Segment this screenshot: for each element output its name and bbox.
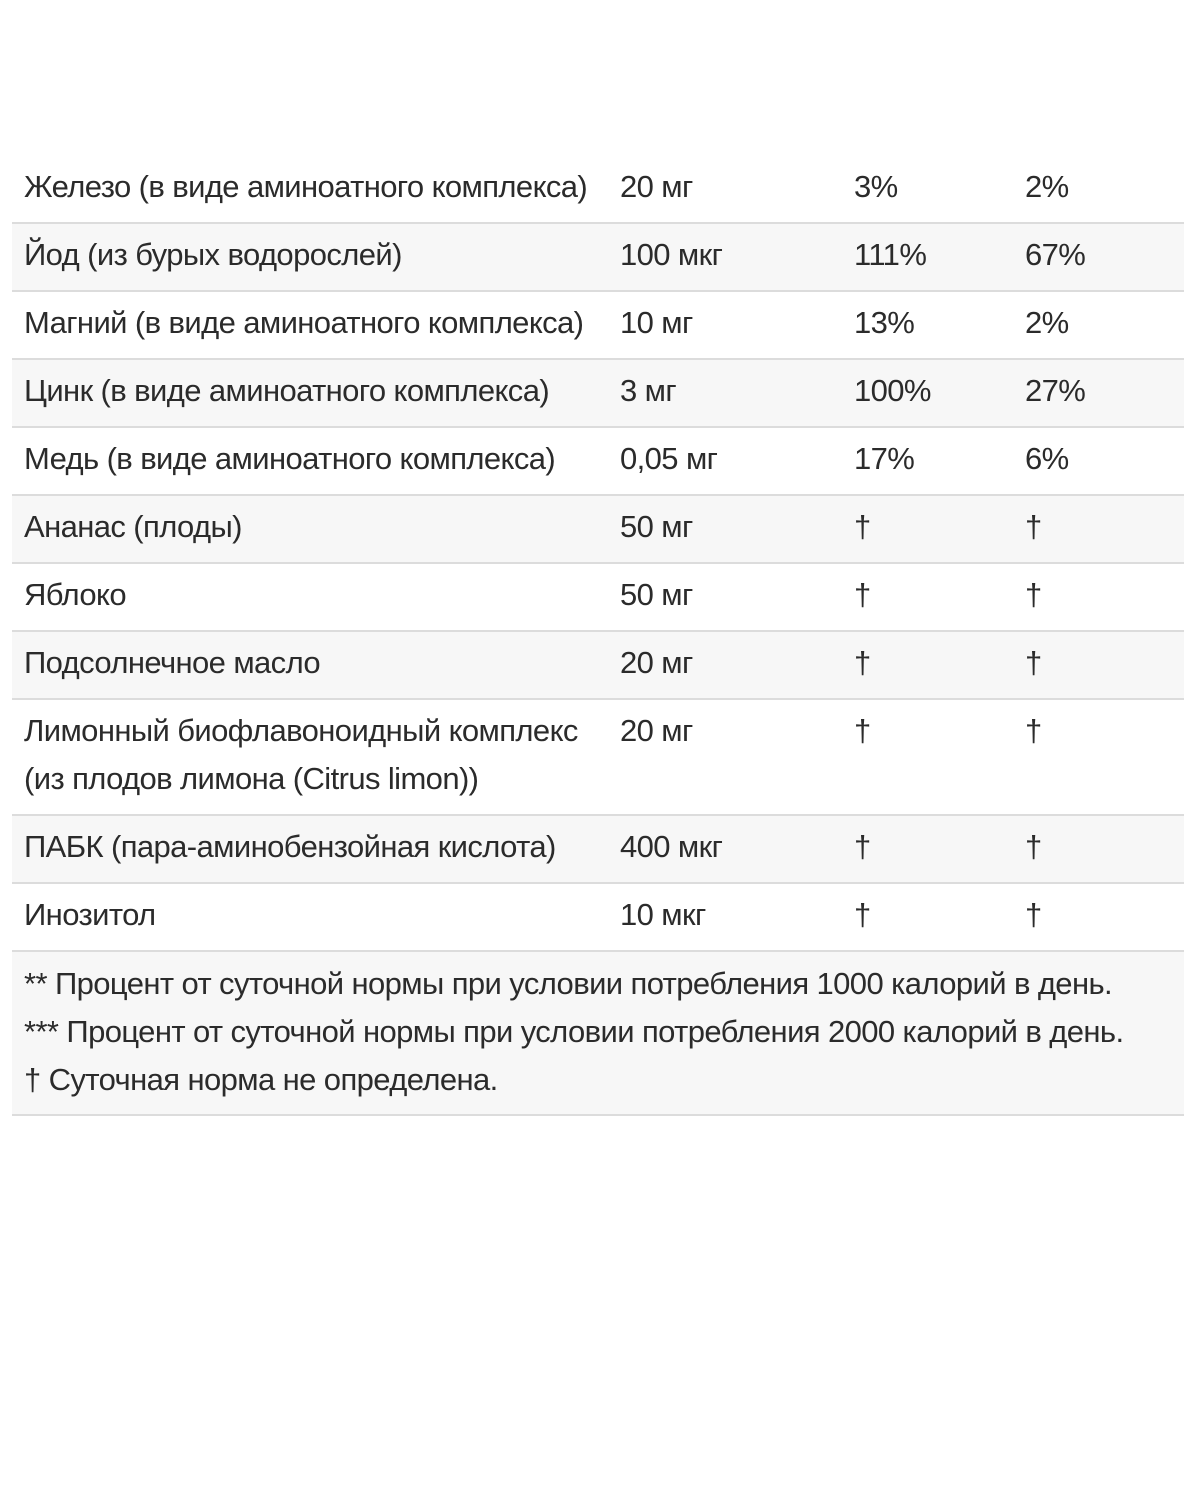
daily-value-1000: 100% xyxy=(854,373,931,408)
ingredient-name: Инозитол xyxy=(24,897,156,932)
daily-value-2000: † xyxy=(1025,897,1042,932)
table-row xyxy=(12,156,1184,224)
ingredient-amount: 10 мг xyxy=(620,305,693,340)
daily-value-1000: 13% xyxy=(854,305,915,340)
table-row xyxy=(12,700,1184,816)
footnote-daily-value-not-established: † Суточная норма не определена. xyxy=(24,1062,498,1097)
daily-value-1000: † xyxy=(854,645,871,680)
supplement-facts-table xyxy=(12,156,1184,1116)
ingredient-amount: 20 мг xyxy=(620,169,693,204)
daily-value-2000: † xyxy=(1025,829,1042,864)
daily-value-2000: † xyxy=(1025,713,1042,748)
daily-value-1000: 3% xyxy=(854,169,898,204)
daily-value-1000: † xyxy=(854,829,871,864)
ingredient-amount: 20 мг xyxy=(620,713,693,748)
ingredient-name: Лимонный биофлавоноидный комплекс (из плодов лимона (Citrus limon)) xyxy=(24,713,578,796)
ingredient-name: Ананас (плоды) xyxy=(24,509,242,544)
daily-value-2000: 2% xyxy=(1025,305,1069,340)
table-row xyxy=(12,564,1184,632)
ingredient-amount: 0,05 мг xyxy=(620,441,718,476)
table-row xyxy=(12,816,1184,884)
ingredient-name: Яблоко xyxy=(24,577,126,612)
ingredient-name: Железо (в виде аминоатного комплекса) xyxy=(24,169,588,204)
ingredient-amount: 50 мг xyxy=(620,509,693,544)
table-row xyxy=(12,884,1184,952)
daily-value-1000: 17% xyxy=(854,441,915,476)
ingredient-name: Магний (в виде аминоатного комплекса) xyxy=(24,305,584,340)
footnote-1000-calories: ** Процент от суточной нормы при условии потребления 1000 калорий в день. xyxy=(24,966,1113,1001)
footnote-2000-calories: *** Процент от суточной нормы при условии потребления 2000 калорий в день. xyxy=(24,1014,1124,1049)
ingredient-name: Медь (в виде аминоатного комплекса) xyxy=(24,441,556,476)
ingredient-amount: 3 мг xyxy=(620,373,677,408)
daily-value-2000: 6% xyxy=(1025,441,1069,476)
table-row xyxy=(12,292,1184,360)
table-row xyxy=(12,360,1184,428)
table-footnotes xyxy=(12,952,1184,1116)
ingredient-amount: 10 мкг xyxy=(620,897,706,932)
daily-value-2000: † xyxy=(1025,509,1042,544)
daily-value-1000: † xyxy=(854,713,871,748)
daily-value-1000: † xyxy=(854,897,871,932)
daily-value-1000: † xyxy=(854,509,871,544)
ingredient-amount: 100 мкг xyxy=(620,237,723,272)
daily-value-2000: 2% xyxy=(1025,169,1069,204)
daily-value-2000: † xyxy=(1025,645,1042,680)
ingredient-name: ПАБК (пара-аминобензойная кислота) xyxy=(24,829,556,864)
table-row xyxy=(12,224,1184,292)
table-row xyxy=(12,428,1184,496)
ingredient-amount: 20 мг xyxy=(620,645,693,680)
daily-value-2000: 27% xyxy=(1025,373,1086,408)
daily-value-2000: 67% xyxy=(1025,237,1086,272)
table-row xyxy=(12,632,1184,700)
daily-value-1000: † xyxy=(854,577,871,612)
ingredient-name: Цинк (в виде аминоатного комплекса) xyxy=(24,373,550,408)
ingredient-name: Йод (из бурых водорослей) xyxy=(24,237,402,272)
daily-value-1000: 111% xyxy=(854,237,927,272)
table-row xyxy=(12,496,1184,564)
ingredient-name: Подсолнечное масло xyxy=(24,645,321,680)
ingredient-amount: 400 мкг xyxy=(620,829,723,864)
daily-value-2000: † xyxy=(1025,577,1042,612)
ingredient-amount: 50 мг xyxy=(620,577,693,612)
